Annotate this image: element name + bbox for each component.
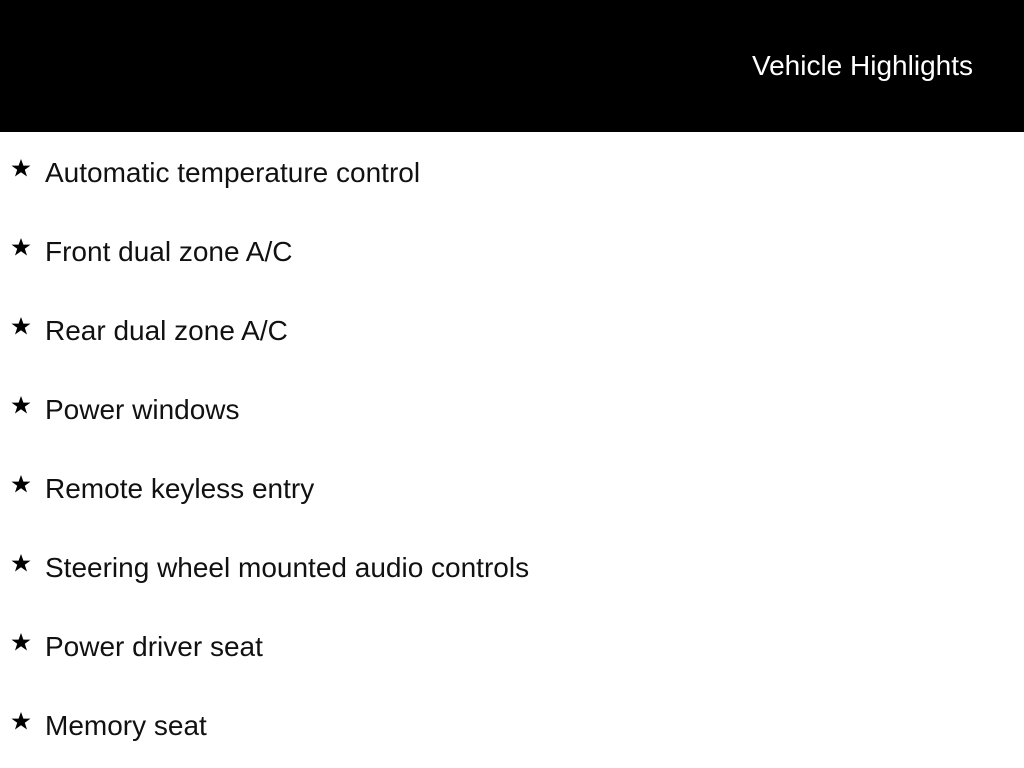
list-item <box>0 685 1024 764</box>
header-bar <box>0 0 1024 132</box>
list-item <box>0 211 1024 290</box>
list-item-label: Remote keyless entry <box>45 473 315 504</box>
star-icon <box>11 474 31 494</box>
star-icon <box>11 553 31 573</box>
list-item <box>0 606 1024 685</box>
list-item <box>0 527 1024 606</box>
list-item-label: Front dual zone A/C <box>45 236 293 267</box>
star-icon <box>11 316 31 336</box>
star-icon <box>11 711 31 731</box>
star-icon <box>11 237 31 257</box>
list-item-label: Rear dual zone A/C <box>45 315 288 346</box>
star-icon <box>11 632 31 652</box>
list-item <box>0 369 1024 448</box>
list-item-label: Power windows <box>45 394 240 425</box>
list-item <box>0 448 1024 527</box>
list-item-label: Steering wheel mounted audio controls <box>45 552 530 583</box>
list-item-label: Automatic temperature control <box>45 157 421 188</box>
highlights-list <box>0 132 1024 764</box>
list-item-label: Power driver seat <box>45 631 263 662</box>
star-icon <box>11 158 31 178</box>
list-item-label: Memory seat <box>45 710 207 741</box>
star-icon <box>11 395 31 415</box>
page-title: Vehicle Highlights <box>751 50 973 81</box>
list-item <box>0 132 1024 211</box>
list-item <box>0 290 1024 369</box>
